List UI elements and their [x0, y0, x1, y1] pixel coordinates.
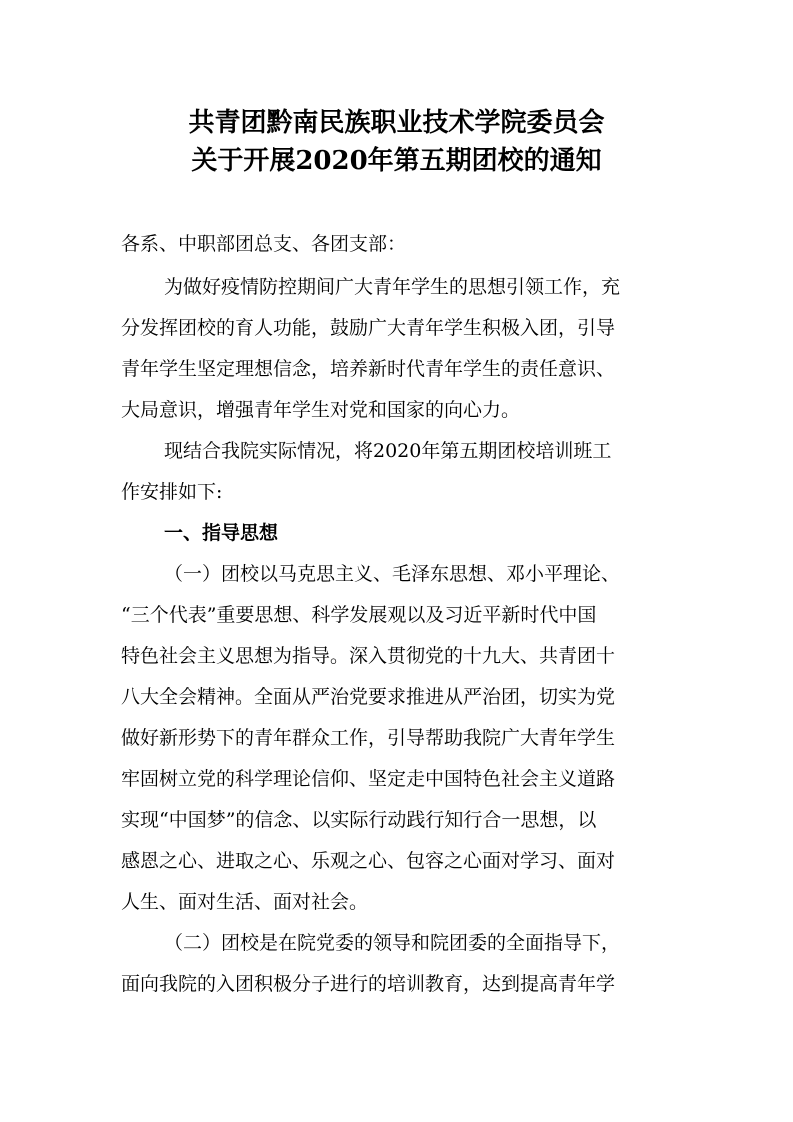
salutation: 各系、中职部团总支、各团支部：: [121, 233, 407, 255]
paragraph-line: 现结合我院实际情况，将2020年第五期团校培训班工: [164, 440, 612, 462]
paragraph-line: 实现“中国梦”的信念、以实际行动践行知行合一思想，以: [121, 809, 597, 831]
paragraph-line: 人生、面对生活、面对社会。: [121, 891, 369, 913]
paragraph-line: 分发挥团校的育人功能，鼓励广大青年学生积极入团，引导: [121, 317, 616, 339]
paragraph-line: 面向我院的入团积极分子进行的培训教育，达到提高青年学: [121, 973, 616, 995]
paragraph-line: （一）团校以马克思主义、毛泽东思想、邓小平理论、: [164, 563, 621, 585]
paragraph-line: 作安排如下:: [121, 481, 223, 503]
paragraph-line: 青年学生坚定理想信念，培养新时代青年学生的责任意识、: [121, 358, 616, 380]
paragraph-line: 牢固树立党的科学理论信仰、坚定走中国特色社会主义道路: [121, 768, 616, 790]
paragraph-line: 为做好疫情防控期间广大青年学生的思想引领工作，充: [164, 276, 621, 298]
paragraph-line: 感恩之心、进取之心、乐观之心、包容之心面对学习、面对: [121, 850, 616, 872]
paragraph-line: （二）团校是在院党委的领导和院团委的全面指导下，: [164, 932, 621, 954]
paragraph-line: “三个代表”重要思想、科学发展观以及习近平新时代中国: [121, 604, 597, 626]
section-heading: 一、指导思想: [164, 522, 279, 544]
paragraph-line: 特色社会主义思想为指导。深入贯彻党的十九大、共青团十: [121, 645, 616, 667]
paragraph-line: 大局意识，增强青年学生对党和国家的向心力。: [121, 399, 521, 421]
paragraph-line: 做好新形势下的青年群众工作，引导帮助我院广大青年学生: [121, 727, 616, 749]
paragraph-line: 八大全会精神。全面从严治党要求推进从严治团，切实为党: [121, 686, 616, 708]
document-title-line-1: 共青团黔南民族职业技术学院委员会: [188, 108, 605, 138]
document-title-line-2: 关于开展2020年第五期团校的通知: [191, 146, 602, 176]
